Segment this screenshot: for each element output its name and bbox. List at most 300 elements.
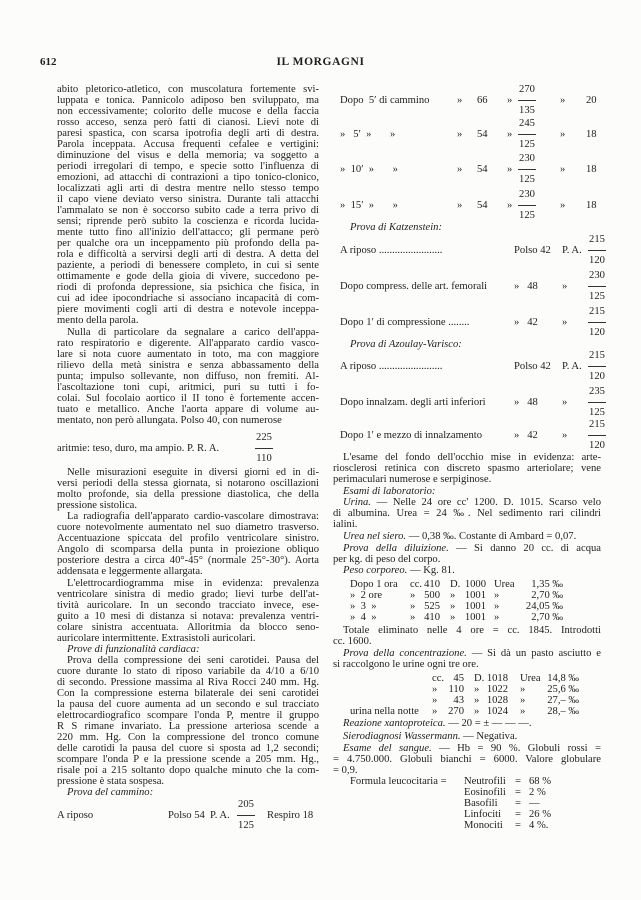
urine-lead: Urina. — [343, 497, 371, 508]
pra-fraction-value-bar — [255, 448, 273, 449]
blood-text: — Hb = 90 %. Globuli rossi = — [431, 743, 601, 754]
ditto-mark: » — [560, 129, 566, 140]
ecg-line: guito a 10 mesi di distanza si notava: prevalenza ventri- — [57, 611, 319, 622]
concentration-table-urea: 28,– ‰ — [547, 706, 579, 717]
serum-urea-line — [333, 531, 601, 542]
pra-fraction-value-denominator: 110 — [256, 453, 272, 464]
dilution-table-urea-label: Urea — [494, 579, 515, 590]
concentration-table-label: urina nella notte — [350, 706, 419, 717]
azoulay-bp-numerator: 235 — [589, 386, 605, 397]
katzenstein-label: A riposo ........................ — [340, 245, 443, 256]
carotid-line: Con la compressione esterna bilaterale dei seni carotidei — [57, 688, 319, 699]
paragraph-wassermann — [333, 731, 601, 742]
dilution-table-row — [0, 590, 641, 601]
page-number: 612 — [40, 56, 57, 68]
paragraph-cardiovascular — [57, 327, 319, 426]
dilution-table-density: 1000 — [464, 579, 486, 590]
pra-line — [57, 432, 319, 464]
paragraph-body-weight — [333, 565, 601, 576]
cardiovascular-line: lare si nota cuore aumentato in toto, ma con maggiore — [57, 349, 319, 360]
concentration-table-unit: » — [432, 706, 438, 717]
ditto-mark: » — [560, 164, 566, 175]
carotid-line: la pausa del cuore aumenta ad un secondo e sul tracciato — [57, 699, 319, 710]
walk-bp-denominator: 135 — [519, 105, 535, 116]
blood-line: = 4.750.000. Globuli bianchi = 6000. Valore globulare — [333, 754, 601, 765]
physical-exam-line: paziente, a periodi di benessere completo, in cui si sente — [57, 260, 319, 271]
katzenstein-pulse: » 48 — [514, 281, 538, 292]
katzenstein-bp-numerator: 230 — [589, 270, 605, 281]
concentration-table-urea: 27,– ‰ — [547, 695, 579, 706]
dilution-table-density: 1001 — [464, 590, 486, 601]
azoulay-row — [340, 386, 610, 418]
physical-exam-line: non eccessivamente; colorito delle mucose e della faccia — [57, 106, 319, 117]
ecg-line: tività auricolare. In un secondo tracciato invece, ese- — [57, 600, 319, 611]
walk-fraction — [518, 189, 536, 221]
leukocyte-formula-label: Formula leucocitaria = — [350, 776, 447, 787]
physical-exam-line: il capo viene deviato verso sinistra. Durante tali attacchi — [57, 194, 319, 205]
radiography-line: Angolo di scomparsa della punta in proiezione obliquo — [57, 544, 319, 555]
dilution-table-label: Dopo 1 ora — [350, 579, 398, 590]
katzenstein-fraction — [588, 270, 606, 302]
walk-bp-bar — [518, 205, 536, 206]
paragraph-total — [333, 625, 601, 647]
concentration-table-volume: 270 — [448, 706, 464, 717]
physical-exam-line: localizzati agli arti di destra mentre nello stesso tempo — [57, 183, 319, 194]
paragraph-xanthoprotein — [333, 718, 601, 729]
concentration-table-volume: 43 — [453, 695, 464, 706]
walk-bp-denominator: 125 — [519, 174, 535, 185]
dilution-table-volume: 410 — [424, 612, 440, 623]
radiography-line: posteriore destra a circa 40°-45° (normale 25°-30°). Aorta — [57, 555, 319, 566]
concentration-table-urea: 14,8 ‰ — [547, 673, 579, 684]
rest-bp-numerator: 205 — [238, 799, 254, 810]
dilution-table-volume: 525 — [424, 601, 440, 612]
dilution-table-density-label: » — [450, 612, 456, 623]
concentration-table-volume: 110 — [448, 684, 464, 695]
ditto-mark: » — [457, 200, 463, 211]
carotid-line: pressione è stata sospesa. — [57, 776, 165, 787]
dilution-lead: Prova della diluizione. — [343, 543, 449, 554]
concentration-table-row — [0, 684, 641, 695]
wassermann-line — [333, 731, 601, 742]
katzenstein-label: Dopo 1′ di compressione ........ — [340, 317, 470, 328]
concentration-text: — Si dà un pasto asciutto e — [466, 648, 601, 659]
body-weight-lead: Peso corporeo. — [343, 565, 408, 576]
cardiovascular-line: rato respiratorio e digerente. All'apparato cardio vasco- — [57, 338, 319, 349]
concentration-table-row — [0, 706, 641, 717]
paragraph-radiography — [57, 511, 319, 577]
katzenstein-row — [340, 234, 610, 266]
walk-time-label: » 5′ » » — [340, 129, 396, 140]
leukocyte-row — [0, 809, 641, 820]
azoulay-pa-label: » — [562, 430, 568, 441]
physical-exam-line: abito pletorico-atletico, con muscolatura fortemente svi- — [57, 84, 319, 95]
body-weight-text: — Kg. 81. — [407, 565, 455, 576]
carotid-line: cuore durante lo stato di riposo variabile da 4/10 a 6/10 — [57, 666, 319, 677]
walk-respiration: 18 — [586, 200, 597, 211]
walk-bp-denominator: 125 — [519, 139, 535, 150]
carotid-line: scompare l'onda P e la pressione scende a 205 mm. Hg., — [57, 754, 319, 765]
azoulay-label: A riposo ........................ — [340, 361, 443, 372]
katzenstein-pulse: » 42 — [514, 317, 538, 328]
azoulay-label: Dopo 1′ e mezzo di innalzamento — [340, 430, 483, 441]
heading-walk-test-text: Prova del cammino: — [67, 787, 154, 798]
azoulay-fraction — [588, 350, 606, 382]
fundus-line: perimaculari numerose e serpiginose. — [333, 474, 492, 485]
walk-bp-bar — [518, 169, 536, 170]
katzenstein-fraction — [588, 234, 606, 266]
concentration-line: si raccolgono le urine ogni tre ore. — [333, 659, 479, 670]
heading-lab-exams-text: Esami di laboratorio: — [343, 486, 436, 497]
total-line: cc. 1600. — [333, 636, 372, 647]
katzenstein-label: Dopo compress. delle art. femorali — [340, 281, 488, 292]
physical-exam-line: paresi spastica, con scarsa ipotrofia degli arti di destra. — [57, 128, 319, 139]
walk-fraction — [518, 153, 536, 185]
ecg-line: auricolare intermittente. Extrasistoli auricolari. — [57, 633, 256, 644]
pra-text: aritmie: teso, duro, ma ampio. P. R. A. — [57, 443, 220, 454]
rest-pulse: Polso 54 — [168, 810, 205, 821]
leukocyte-name: Neutrofili — [464, 776, 506, 787]
xanthoprotein-text: — 20 = ± — — —. — [445, 718, 532, 729]
leukocyte-value: 68 % — [529, 776, 552, 787]
wassermann-text: — Negativa. — [460, 731, 518, 742]
dilution-table-urea: 2,70 ‰ — [531, 612, 563, 623]
physical-exam-line: rosso acceso, senza però fatti di cianosi. Lievi note di — [57, 117, 319, 128]
katzenstein-bp — [588, 270, 606, 302]
dilution-table-urea: 2,70 ‰ — [531, 590, 563, 601]
physical-exam-line: mente tutto fino all'inizio dell'attacco; gli permane però — [57, 227, 319, 238]
leukocyte-row — [0, 776, 641, 787]
azoulay-bp — [588, 350, 606, 382]
concentration-table-volume: 45 — [453, 673, 464, 684]
heading-functional-tests-text: Prove di funzionalità cardiaca: — [67, 644, 200, 655]
physical-exam-line: Parola inceppata. Accusa frequenti cefalee e vertigini: — [57, 139, 319, 150]
radiography-line: La radiografia dell'apparato cardio-vascolare dimostrava: — [67, 511, 319, 522]
carotid-line: 220 mm. Hg. Con la compressione del tronco comune — [57, 732, 319, 743]
concentration-table-unit: » — [432, 684, 438, 695]
paragraph-serum-urea — [333, 531, 601, 542]
leukocyte-equals: = — [515, 787, 521, 798]
walk-bp — [518, 153, 536, 185]
cardiovascular-line: l'ascoltazione toni cupi, aritmici, puri su tutti i fo- — [57, 382, 319, 393]
walk-bp — [518, 189, 536, 221]
concentration-table-density-label: » — [474, 695, 480, 706]
dilution-table-label: » 3 » — [350, 601, 377, 612]
katzenstein-bp — [588, 306, 606, 338]
rest-respiration: Respiro 18 — [267, 810, 314, 821]
azoulay-bp-denominator: 120 — [589, 371, 605, 382]
katzenstein-bp — [588, 234, 606, 266]
measurements-line: molto profonde, sia della pressione diastolica, che della — [57, 489, 319, 500]
physical-exam-line: sensi; riprende però subito la coscienza e ricorda lucida- — [57, 216, 319, 227]
walk-time-label: » 15′ » » — [340, 200, 398, 211]
concentration-table-density: 1018 — [486, 673, 508, 684]
concentration-table-density-label: » — [474, 684, 480, 695]
concentration-table-density: 1024 — [486, 706, 508, 717]
concentration-table-density-label: » — [474, 706, 480, 717]
leukocyte-value: — — [529, 798, 540, 809]
concentration-table-urea-label: » — [520, 706, 526, 717]
serum-urea-lead: Urea nel siero. — [343, 531, 407, 542]
walk-pulse: 54 — [477, 164, 488, 175]
serum-urea-text: — 0,38 ‰. Costante di Ambard = 0,07. — [406, 531, 577, 542]
carotid-line: Prova della compressione dei seni carotidei. Pausa del — [67, 655, 319, 666]
leukocyte-name: Eosinofili — [464, 787, 506, 798]
azoulay-pulse: » 48 — [514, 397, 538, 408]
walk-respiration: 18 — [586, 164, 597, 175]
dilution-table-density: 1001 — [464, 612, 486, 623]
journal-title: IL MORGAGNI — [276, 56, 365, 68]
concentration-table-urea: 25,6 ‰ — [547, 684, 579, 695]
leukocyte-equals: = — [515, 809, 521, 820]
leukocyte-equals: = — [515, 798, 521, 809]
azoulay-pulse: » 42 — [514, 430, 538, 441]
concentration-table-density-label: D. — [474, 673, 485, 684]
cardiovascular-line: colai. Sul focolaio aortico il II tono è fortemente accen- — [57, 393, 319, 404]
leukocyte-value: 4 %. — [529, 820, 549, 831]
katzenstein-bp-bar — [588, 322, 606, 323]
azoulay-bp-bar — [588, 402, 606, 403]
radiography-line: Accentuazione spiccata del profilo ventricolare sinistro. — [57, 533, 319, 544]
walk-bp-bar — [518, 100, 536, 101]
dilution-table-unit: » — [410, 590, 416, 601]
azoulay-fraction — [588, 419, 606, 451]
walk-bp — [518, 84, 536, 116]
walk-bp — [518, 118, 536, 150]
katzenstein-row — [340, 270, 610, 302]
walk-respiration: 18 — [586, 129, 597, 140]
walk-row — [340, 153, 602, 185]
walk-fraction — [518, 84, 536, 116]
azoulay-bp-bar — [588, 435, 606, 436]
dilution-table-density: 1001 — [464, 601, 486, 612]
rest-bp-denominator: 125 — [238, 820, 254, 831]
dilution-table-urea: 24,05 ‰ — [525, 601, 563, 612]
dilution-table-row — [0, 601, 641, 612]
dilution-table-density-label: » — [450, 590, 456, 601]
leukocyte-equals: = — [515, 820, 521, 831]
concentration-line — [333, 648, 601, 659]
concentration-table-density: 1028 — [486, 695, 508, 706]
walk-time-label: Dopo 5′ di cammino — [340, 95, 430, 106]
azoulay-fraction — [588, 386, 606, 418]
cardiovascular-line: Nulla di particolare da segnalare a carico dell'appa- — [67, 327, 319, 338]
dilution-table-density-label: D. — [450, 579, 461, 590]
carotid-line: elettrocardiografico scompare l'onda P, mentre il gruppo — [57, 710, 319, 721]
heading-azoulay — [350, 339, 600, 350]
walk-bp-bar — [518, 134, 536, 135]
katzenstein-bp-denominator: 120 — [589, 255, 605, 266]
xanthoprotein-lead: Reazione xantoproteica. — [343, 718, 446, 729]
dilution-table-row — [0, 612, 641, 623]
leukocyte-name: Basofili — [464, 798, 498, 809]
katzenstein-bp-bar — [588, 250, 606, 251]
ditto-mark: » — [507, 164, 513, 175]
concentration-table-urea-label: Urea — [520, 673, 541, 684]
xanthoprotein-line — [333, 718, 601, 729]
physical-exam-line: luppata e tonica. Pannicolo adiposo ben sviluppato, ma — [57, 95, 319, 106]
walk-row — [340, 118, 602, 150]
measurements-line: versi periodi della stessa giornata, si notarono oscillazioni — [57, 478, 319, 489]
physical-exam-line: rola e difficoltà a servirsi degli arti di destra. A detta del — [57, 249, 319, 260]
walk-row — [340, 189, 602, 221]
walk-pulse: 66 — [477, 95, 488, 106]
ditto-mark: » — [507, 200, 513, 211]
azoulay-pulse: Polso 42 — [514, 361, 551, 372]
ditto-mark: » — [457, 129, 463, 140]
concentration-table-row — [0, 695, 641, 706]
paragraph-concentration — [333, 648, 601, 670]
ditto-mark: » — [457, 164, 463, 175]
katzenstein-bp-denominator: 120 — [589, 327, 605, 338]
azoulay-label: Dopo innalzam. degli arti inferiori — [340, 397, 486, 408]
measurements-line: Nelle misurazioni eseguite in diversi giorni ed in di- — [67, 467, 319, 478]
wassermann-lead: Sierodiagnosi Wassermann. — [343, 731, 461, 742]
walk-bp-numerator: 230 — [519, 153, 535, 164]
paragraph-dilution — [333, 543, 601, 565]
concentration-table-density: 1022 — [486, 684, 508, 695]
urine-text: — Nelle 24 ore cc' 1200. D. 1015. Scarso velo — [370, 497, 601, 508]
paragraph-blood — [333, 743, 601, 776]
walk-bp-numerator: 245 — [519, 118, 535, 129]
katzenstein-pulse: Polso 42 — [514, 245, 551, 256]
katzenstein-bp-numerator: 215 — [589, 306, 605, 317]
physical-exam-line: emozioni, ad attacchi di contrazioni a tipo tonico-clonico, — [57, 172, 319, 183]
physical-exam-line: mento della parola. — [57, 315, 139, 326]
dilution-text: — Si danno 20 cc. di acqua — [448, 543, 601, 554]
pra-fraction-value — [255, 432, 273, 464]
dilution-table-urea-label: » — [494, 612, 500, 623]
paragraph-fundus — [333, 452, 601, 485]
katzenstein-bp-numerator: 215 — [589, 234, 605, 245]
carotid-line: delle carotidi la pausa del cuore si sposta ad 1,2 secondi; — [57, 743, 319, 754]
total-line: Totale eliminato nelle 4 ore = cc. 1845. Introdotti — [343, 625, 601, 636]
leukocyte-equals: = — [515, 776, 521, 787]
katzenstein-bp-bar — [588, 286, 606, 287]
physical-exam-line: diminuzione del visus e della memoria; va soggetto a — [57, 150, 319, 161]
body-weight-line — [333, 565, 601, 576]
cardiovascular-line: punta; impulso sollevante, non diffuso, non fremiti. Al- — [57, 371, 319, 382]
concentration-table-unit: cc. — [432, 673, 445, 684]
physical-exam-line: ottimamente e gode della gioia di vivere, succedono pe- — [57, 271, 319, 282]
azoulay-bp — [588, 386, 606, 418]
azoulay-bp-denominator: 125 — [589, 407, 605, 418]
concentration-table-row — [0, 673, 641, 684]
walk-bp-denominator: 125 — [519, 210, 535, 221]
azoulay-bp-bar — [588, 366, 606, 367]
dilution-table-urea: 1,35 ‰ — [531, 579, 563, 590]
rest-label: A riposo — [57, 810, 94, 821]
katzenstein-fraction — [588, 306, 606, 338]
azoulay-pa-label: » — [562, 397, 568, 408]
ditto-mark: » — [507, 95, 513, 106]
walk-fraction — [518, 118, 536, 150]
blood-lead: Esame del sangue. — [343, 743, 432, 754]
radiography-line: cuore notevolmente aumentato nel suo diametro trasverso. — [57, 522, 319, 533]
heading-katzenstein — [350, 222, 600, 233]
walk-bp-numerator: 270 — [519, 84, 535, 95]
fundus-line: L'esame del fondo dell'occhio mise in evidenza: arte- — [343, 452, 601, 463]
blood-line — [333, 743, 601, 754]
heading-azoulay-text: Prova di Azoulay-Varisco: — [350, 339, 462, 350]
paragraph-physical-exam — [57, 84, 319, 326]
katzenstein-pa-label: » — [562, 317, 568, 328]
dilution-table-label: » 2 ore — [350, 590, 383, 601]
dilution-table-volume: 410 — [424, 579, 440, 590]
katzenstein-pa-label: P. A. — [562, 245, 582, 256]
katzenstein-row — [340, 306, 610, 338]
dilution-table-urea-label: » — [494, 590, 500, 601]
heading-lab-exams — [333, 486, 601, 497]
heading-katzenstein-text: Prova di Katzenstein: — [350, 222, 442, 233]
ecg-line: L'elettrocardiogramma mise in evidenza: prevalenza — [67, 578, 319, 589]
physical-exam-line: periodi irregolari di tempo, e specie sotto l'influenza di — [57, 161, 319, 172]
physical-exam-line: l'ammalato se non è soccorso subito cade a terra privo di — [57, 205, 319, 216]
leukocyte-name: Monociti — [464, 820, 503, 831]
physical-exam-line: per qualche ora un inceppamento più profondo della pa- — [57, 238, 319, 249]
dilution-table-unit: » — [410, 612, 416, 623]
ditto-mark: » — [560, 200, 566, 211]
pra-fraction-value-numerator: 225 — [256, 432, 272, 443]
concentration-lead: Prova della concentrazione. — [343, 648, 467, 659]
carotid-line: di secondo. Pressione massima al Riva Rocci 240 mm. Hg. — [57, 677, 319, 688]
katzenstein-pa-label: » — [562, 281, 568, 292]
azoulay-bp-numerator: 215 — [589, 419, 605, 430]
leukocyte-name: Linfociti — [464, 809, 502, 820]
paragraph-urine — [333, 497, 601, 530]
physical-exam-line: piere movimenti cogli arti di destra e notevole inceppa- — [57, 304, 319, 315]
dilution-table-urea-label: » — [494, 601, 500, 612]
ditto-mark: » — [507, 129, 513, 140]
physical-exam-line: riodi di profonda depressione, sia psichica che fisica, in — [57, 282, 319, 293]
radiography-line: addensata e leggermente allargata. — [57, 566, 203, 577]
cardiovascular-line: mentato, non però allungata. Polso 40, con numerose — [57, 415, 282, 426]
ecg-line: ventricolare sinistra di medio grado; lievi turbe dell'at- — [57, 589, 319, 600]
physical-exam-line: cui ad idee ipocondriache si associano incapacità di com- — [57, 293, 319, 304]
paragraph-measurements — [57, 467, 319, 511]
urine-line: di albumina. Urea = 24 ‰. Nel sedimento rari cilindri — [333, 508, 601, 519]
dilution-table-label: » 4 » — [350, 612, 377, 623]
leukocyte-row — [0, 787, 641, 798]
azoulay-bp-numerator: 215 — [589, 350, 605, 361]
azoulay-bp-denominator: 120 — [589, 440, 605, 451]
leukocyte-value: 2 % — [529, 787, 546, 798]
azoulay-row — [340, 350, 610, 382]
leukocyte-row — [0, 820, 641, 831]
carotid-line: risale poi a 215 soltanto dopo qualche minuto che la com- — [57, 765, 319, 776]
walk-pulse: 54 — [477, 129, 488, 140]
azoulay-pa-label: P. A. — [562, 361, 582, 372]
fundus-line: riosclerosi retinica con discreto spasmo arteriolare; vene — [333, 463, 601, 474]
katzenstein-bp-denominator: 125 — [589, 291, 605, 302]
pra-fraction — [255, 432, 273, 464]
ditto-mark: » — [560, 95, 566, 106]
cardiovascular-line: tuato e metallico. Anche l'aorta appare di volume au- — [57, 404, 319, 415]
walk-bp-numerator: 230 — [519, 189, 535, 200]
walk-time-label: » 10′ » » — [340, 164, 398, 175]
concentration-table-unit: » — [432, 695, 438, 706]
concentration-table-urea-label: » — [520, 695, 526, 706]
concentration-table-urea-label: » — [520, 684, 526, 695]
dilution-line: per kg. di peso del corpo. — [333, 554, 441, 565]
walk-row — [340, 84, 602, 116]
dilution-table-unit: cc. — [410, 579, 423, 590]
heading-functional-tests — [57, 644, 319, 655]
measurements-line: pressione sistolica. — [57, 500, 138, 511]
walk-pulse: 54 — [477, 200, 488, 211]
blood-line: = 0,9. — [333, 765, 358, 776]
urine-line: ialini. — [333, 519, 358, 530]
